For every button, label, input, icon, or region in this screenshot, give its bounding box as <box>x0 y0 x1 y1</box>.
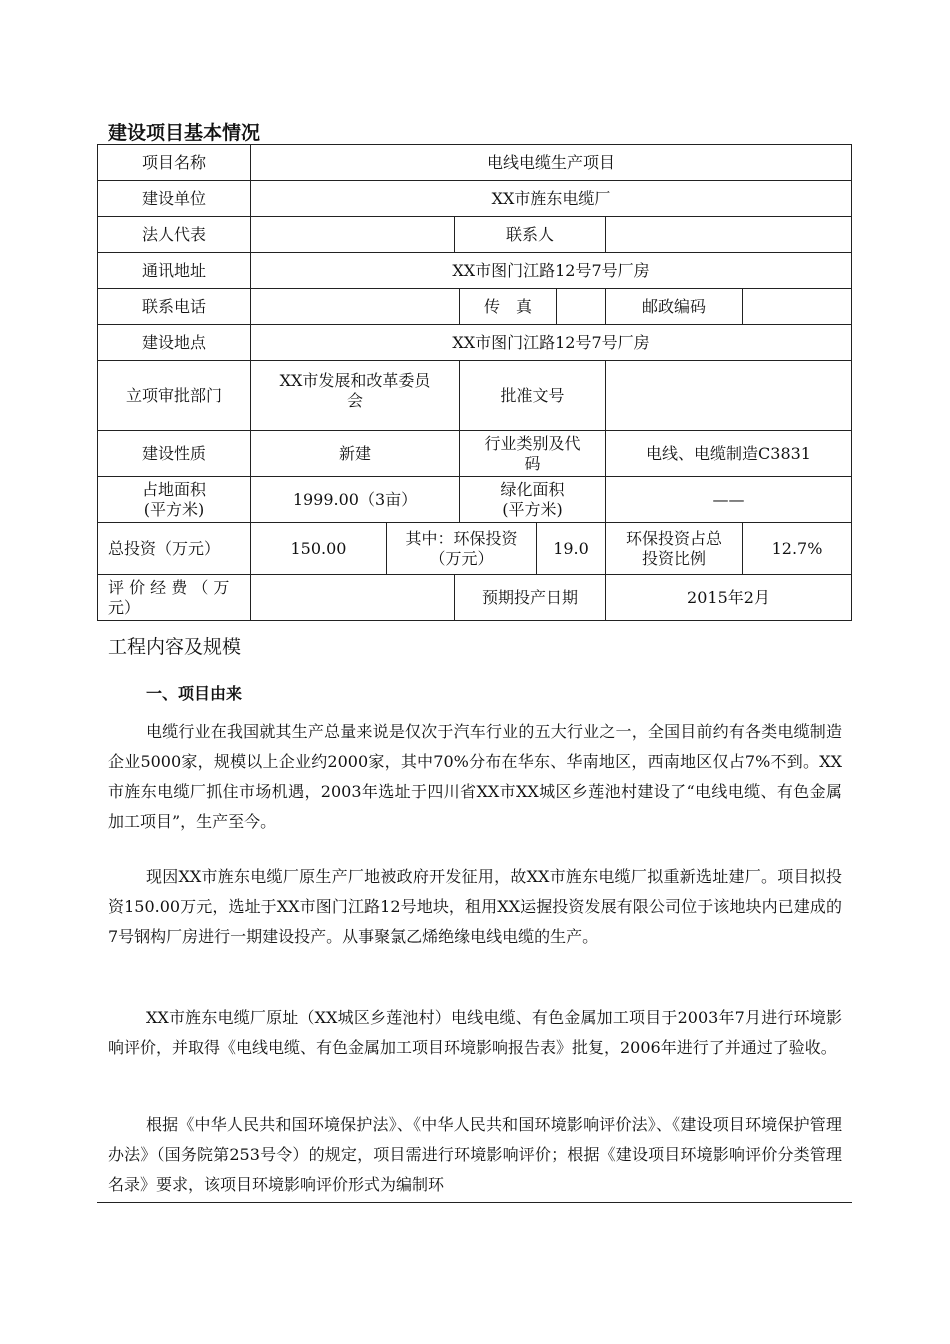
builder-label: 建设单位 <box>97 180 251 217</box>
fax-value <box>556 288 606 325</box>
green-value: —— <box>605 476 852 523</box>
area-label-line1: 占地面积 <box>141 479 206 499</box>
paragraph-3: XX市旌东电缆厂原址（XX城区乡莲池村）电线电缆、有色金属加工项目于2003年7月进行环境影响评价，并取得《电线电缆、有色金属加工项目环境影响报告表》批复，2006年进行了并通过了验收。 <box>108 1008 842 1057</box>
industry-label-line1: 行业类别及代 <box>484 433 581 453</box>
approval-dept-value <box>250 360 460 431</box>
page-bottom-rule <box>97 1202 852 1203</box>
project-name-label: 项目名称 <box>97 144 251 181</box>
ratio-value: 12.7% <box>742 522 852 575</box>
eval-fee-value <box>250 574 455 621</box>
paragraph-4: 根据《中华人民共和国环境保护法》、《中华人民共和国环境影响评价法》、《建设项目环境保护管理办法》（国务院第253号令）的规定，项目需进行环境影响评价；根据《建设项目环境影响评价分类管理名录》要求，该项目环境影响评价形式为编制环 <box>108 1115 842 1194</box>
address-value: XX市图门江路12号7号厂房 <box>250 252 852 289</box>
eval-fee-label-line1: 评 价 经 费 （ 万 <box>108 577 230 597</box>
site-value: XX市图门江路12号7号厂房 <box>250 324 852 361</box>
approval-no-label: 批准文号 <box>459 360 606 431</box>
industry-label <box>459 430 606 477</box>
phone-label: 联系电话 <box>97 288 251 325</box>
project-name-value: 电线电缆生产项目 <box>250 144 852 181</box>
section-title: 工程内容及规模 <box>108 636 242 658</box>
postcode-value <box>742 288 852 325</box>
eval-fee-label <box>97 574 251 621</box>
approval-dept-value-line2: 会 <box>346 391 363 410</box>
env-invest-label <box>386 522 537 575</box>
invest-value: 150.00 <box>250 522 387 575</box>
green-label <box>459 476 606 523</box>
paragraph-1: 电缆行业在我国就其生产总量来说是仅次于汽车行业的五大行业之一，全国目前约有各类电缆制造企业5000家，规模以上企业约2000家，其中70%分布在华东、华南地区，西南地区仅占7%不到。XX市旌东电缆厂抓住市场机遇，2003年选址于四川省XX市XX城区乡莲池村建设了“电线电缆、有色金属加工项目”，生产至今。 <box>108 722 842 831</box>
ratio-label <box>605 522 743 575</box>
legal-rep-value <box>250 216 455 253</box>
area-label <box>97 476 251 523</box>
page-title: 建设项目基本情况 <box>108 122 261 144</box>
contact-label: 联系人 <box>454 216 606 253</box>
approval-dept-label: 立项审批部门 <box>97 360 251 431</box>
postcode-label: 邮政编码 <box>605 288 743 325</box>
approval-dept-value-line1: XX市发展和改革委员 <box>279 371 431 390</box>
ratio-label-line2: 投资比例 <box>641 548 706 568</box>
green-label-line2: (平方米) <box>502 499 563 519</box>
area-label-line2: (平方米) <box>143 499 205 519</box>
basic-info-table <box>97 144 852 621</box>
nature-value: 新建 <box>250 430 460 477</box>
address-label: 通讯地址 <box>97 252 251 289</box>
contact-value <box>605 216 852 253</box>
env-invest-label-line1: 其中：环保投资 <box>405 528 518 548</box>
site-label: 建设地点 <box>97 324 251 361</box>
nature-label: 建设性质 <box>97 430 251 477</box>
legal-rep-label: 法人代表 <box>97 216 251 253</box>
ratio-label-line1: 环保投资占总 <box>625 528 722 548</box>
fax-label: 传 真 <box>459 288 557 325</box>
builder-value: XX市旌东电缆厂 <box>250 180 852 217</box>
approval-no-value <box>605 360 852 431</box>
subsection-title: 一、项目由来 <box>146 684 243 703</box>
area-value: 1999.00（3亩） <box>250 476 460 523</box>
industry-value: 电线、电缆制造C3831 <box>605 430 852 477</box>
eval-fee-label-line2: 元） <box>108 597 141 617</box>
env-invest-label-line2: （万元） <box>429 548 494 568</box>
paragraph-2: 现因XX市旌东电缆厂原生产厂地被政府开发征用，故XX市旌东电缆厂拟重新选址建厂。项目拟投资150.00万元，选址于XX市图门江路12号地块，租用XX运握投资发展有限公司位于该地块内已建成的7号钢构厂房进行一期建设投产。从事聚氯乙烯绝缘电线电缆的生产。 <box>108 867 842 946</box>
env-invest-value: 19.0 <box>536 522 606 575</box>
phone-value <box>250 288 460 325</box>
green-label-line1: 绿化面积 <box>500 479 565 499</box>
industry-label-line2: 码 <box>524 453 541 473</box>
date-value: 2015年2月 <box>605 574 852 621</box>
invest-label: 总投资（万元） <box>97 522 251 575</box>
date-label: 预期投产日期 <box>454 574 606 621</box>
